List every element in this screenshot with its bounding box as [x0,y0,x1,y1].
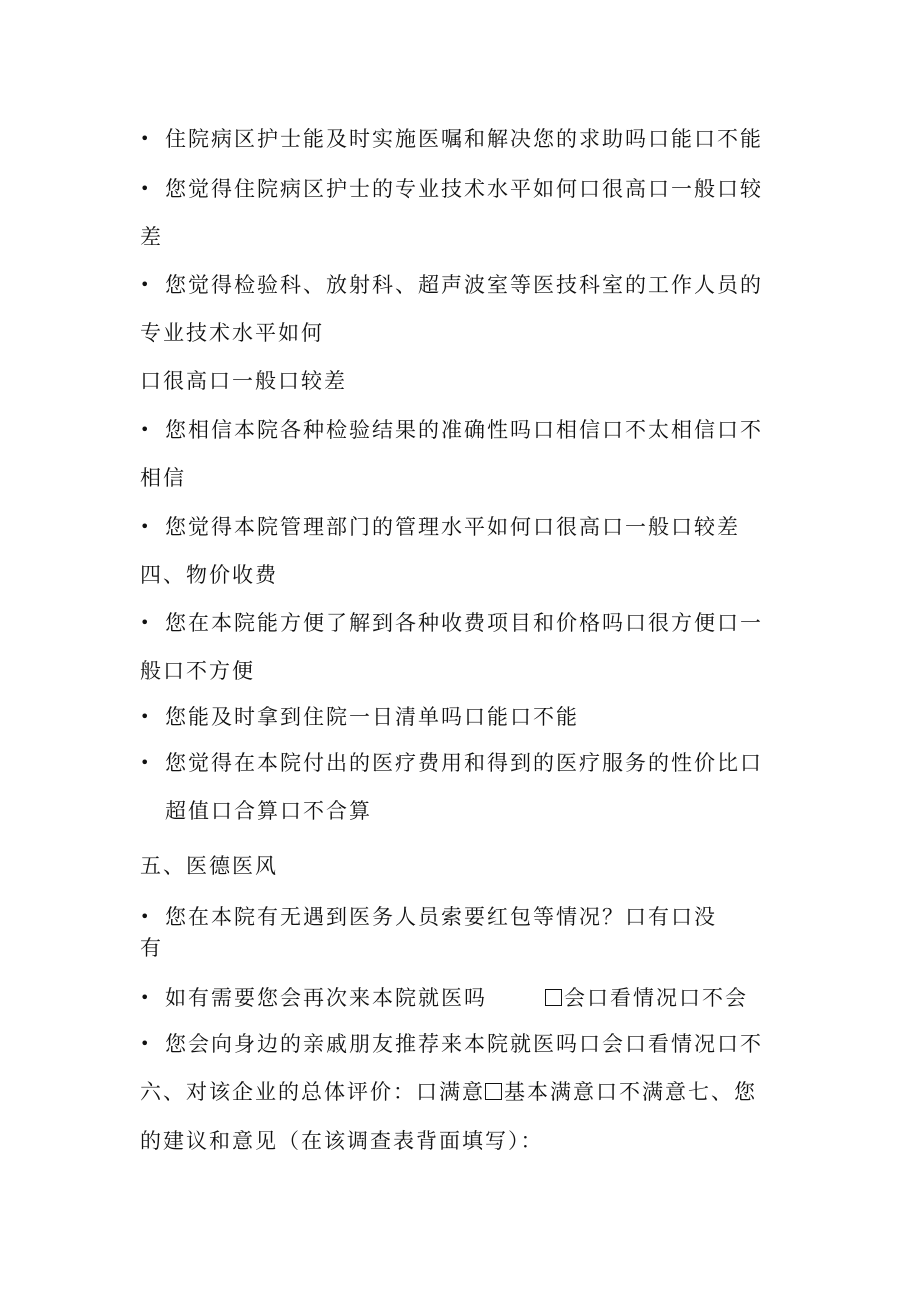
question-tech-dept-skill [140,270,763,300]
question-continuation: 有 [140,936,163,960]
section-suggestions: 的建议和意见（在该调查表背面填写）： [140,1129,544,1153]
question-text: 您会向身边的亲戚朋友推荐来本院就医吗口会口看情况口不 [165,1032,763,1056]
bullet: • [140,1034,152,1053]
bullet: • [140,753,152,772]
bullet: • [140,988,152,1007]
question-daily-bill [140,702,579,732]
section-heading-pricing: 四、物价收费 [140,563,278,587]
question-value-for-money [140,748,763,778]
question-nurse-skill [140,174,763,204]
checkbox-icon [485,1083,502,1100]
question-text: 您觉得住院病区护士的专业技术水平如何口很高口一般口较 [165,177,763,201]
bullet: • [140,275,152,294]
question-continuation: 差 [140,225,163,249]
evaluation-text: 六、对该企业的总体评价：口满意 [140,1080,485,1104]
question-text: 住院病区护士能及时实施医嘱和解决您的求助吗口能口不能 [165,127,763,151]
question-management-level [140,512,740,542]
bullet: • [140,420,152,439]
question-text: 您在本院有无遇到医务人员索要红包等情况？口有口没 [165,905,717,929]
question-text: 您相信本院各种检验结果的准确性吗口相信口不太相信口不 [165,418,763,442]
question-text: 如有需要您会再次来本院就医吗 [165,986,487,1010]
evaluation-tail: 基本满意口不满意七、您 [504,1080,757,1104]
question-recommend [140,1029,763,1059]
bullet: • [140,707,152,726]
bullet: • [140,179,152,198]
question-text: 您觉得在本院付出的医疗费用和得到的医疗服务的性价比口 [165,751,763,775]
bullet: • [140,517,152,536]
question-red-envelope [140,902,717,932]
question-price-info [140,608,763,638]
question-text: 您在本院能方便了解到各种收费项目和价格吗口很方便口一 [165,611,763,635]
question-text: 您觉得检验科、放射科、超声波室等医技科室的工作人员的 [165,273,763,297]
bullet: • [140,129,152,148]
bullet: • [140,907,152,926]
checkbox-icon [545,989,562,1006]
answer-options: 会口看情况口不会 [564,986,748,1010]
question-text: 您能及时拿到住院一日清单吗口能口不能 [165,705,579,729]
section-overall-evaluation [140,1077,757,1107]
question-continuation: 相信 [140,466,186,490]
question-test-accuracy [140,415,763,445]
question-text: 您觉得本院管理部门的管理水平如何口很高口一般口较差 [165,515,740,539]
section-heading-ethics: 五、医德医风 [140,854,278,878]
answer-options: 口很高口一般口较差 [140,369,347,393]
bullet: • [140,613,152,632]
answer-options: 超值口合算口不合算 [165,799,372,823]
question-continuation: 般口不方便 [140,659,255,683]
question-nurse-timeliness [140,124,763,154]
question-return-visit [140,983,748,1013]
question-continuation: 专业技术水平如何 [140,321,324,345]
